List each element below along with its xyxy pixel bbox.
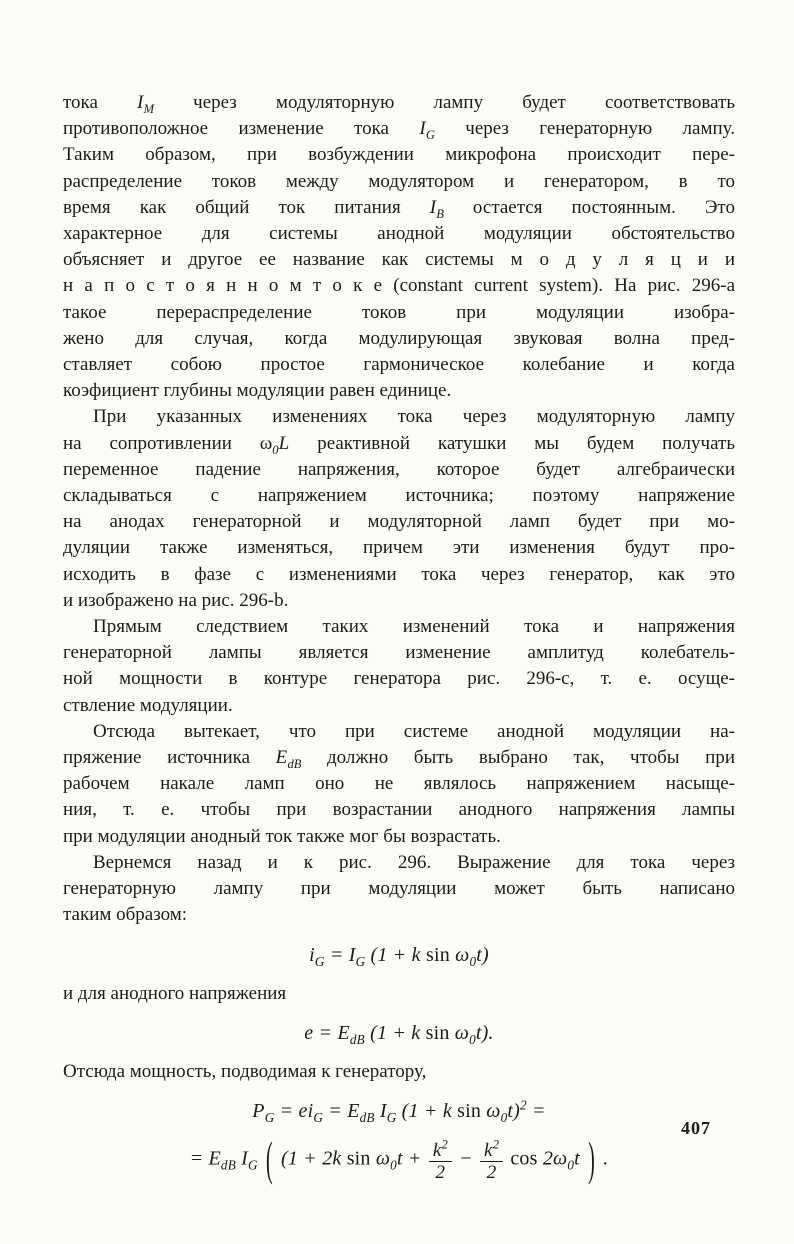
big-paren-open: ( bbox=[265, 1132, 273, 1186]
paragraph-power-amplitude bbox=[63, 614, 735, 719]
text-line: генераторную лампу при модуляции может быть написано bbox=[63, 878, 735, 900]
text-line: рабочем накале ламп оно не являлось напряжением насыще- bbox=[63, 773, 735, 795]
text-line: ния, т. е. чтобы при возрастании анодного напряжения лампы bbox=[63, 799, 735, 821]
text-line: ствление модуляции. bbox=[63, 694, 233, 716]
text-line: исходить в фазе с изменениями тока через генератор, как это bbox=[63, 563, 735, 585]
paragraph-voltage-changes bbox=[63, 404, 735, 614]
paragraph-continuation bbox=[63, 90, 735, 404]
formula-line: $e = E_{dB}$ (1 + k $\sin \omega_0t$). bbox=[304, 1021, 494, 1047]
text-line: тока $I_M$ через модуляторную лампу будет соответствовать bbox=[63, 92, 735, 116]
formula-anode-voltage bbox=[63, 1020, 735, 1046]
formula-line: $P_G = ei_G = E_{dB}$ $I_G$ (1 + k $\sin \omega_0t)^2$ = bbox=[252, 1097, 546, 1126]
text-line: распределение токов между модулятором и генератором, в то bbox=[63, 170, 735, 192]
text-line: пряжение источника $E_{dB}$ должно быть выбрано так, чтобы при bbox=[63, 747, 735, 771]
text-line: на анодах генераторной и модуляторной ламп будет при мо- bbox=[63, 511, 735, 533]
text-line: противоположное изменение тока $I_G$ через генераторную лампу. bbox=[63, 118, 736, 142]
paragraph-power-intro bbox=[63, 1059, 735, 1085]
text-line: генераторной лампы является изменение амплитуд колебатель- bbox=[63, 642, 735, 664]
text-line: на сопротивлении $\omega_0L$ реактивной катушки мы будем получать bbox=[63, 432, 735, 457]
formula-generator-power bbox=[63, 1097, 735, 1186]
text-line: ной мощности в контуре генератора рис. 296-c, т. е. осуще- bbox=[63, 668, 735, 690]
text-line: Отсюда мощность, подводимая к генератору, bbox=[63, 1061, 427, 1083]
text-line: такое перераспределение токов при модуляции изобра- bbox=[63, 301, 735, 323]
formula-line: $i_G = I_G$ (1 + k $\sin \omega_0t$) bbox=[309, 943, 489, 969]
paragraph-anode-voltage-intro bbox=[63, 981, 735, 1007]
page-number: 407 bbox=[681, 1118, 711, 1138]
fraction: $\frac{k^2}{2}$ bbox=[429, 1141, 452, 1184]
text-line: Таким образом, при возбуждении микрофона происходит пере- bbox=[63, 144, 735, 166]
text-line: коэфициент глубины модуляции равен единице. bbox=[63, 380, 452, 402]
text-line: время как общий ток питания $I_B$ остается постоянным. Это bbox=[63, 196, 735, 221]
big-paren-close: ) bbox=[588, 1132, 595, 1186]
text-line: При указанных изменениях тока через модуляторную лампу bbox=[93, 406, 735, 428]
text-line: складываться с напряжением источника; поэтому напряжение bbox=[63, 485, 735, 507]
text-line: таким образом: bbox=[63, 904, 188, 926]
paragraph-source-voltage bbox=[63, 719, 735, 850]
text-column bbox=[63, 90, 735, 1196]
text-line: объясняет и другое ее название как системы м о д у л я ц и и bbox=[63, 249, 735, 271]
text-line: и изображено на рис. 296-b. bbox=[63, 589, 289, 611]
text-line: Вернемся назад и к рис. 296. Выражение для тока через bbox=[93, 851, 735, 873]
text-line: и для анодного напряжения bbox=[63, 982, 287, 1004]
text-line: ставляет собою простое гармоническое колебание и когда bbox=[63, 354, 735, 376]
text-line: переменное падение напряжения, которое будет алгебраически bbox=[63, 458, 735, 480]
text-line: н а п о с т о я н н о м т о к е (constant current system). На рис. 296-a bbox=[63, 275, 735, 297]
formula-line: = $E_{dB}$ $I_G$ ( (1 + 2k $\sin \omega_0t$ + $\frac{k^2}{2}$ − $\frac{k^2}{2}$ $\cos 2\omega_0t$ ) . bbox=[63, 1141, 735, 1184]
fraction: $\frac{k^2}{2}$ bbox=[480, 1141, 503, 1184]
text-line: при модуляции анодный ток также мог бы возрастать. bbox=[63, 825, 501, 847]
text-line: Отсюда вытекает, что при системе анодной модуляции на- bbox=[93, 720, 735, 742]
text-line: жено для случая, когда модулирующая звуковая волна пред- bbox=[63, 327, 735, 349]
text-line: характерное для системы анодной модуляции обстоятельство bbox=[63, 223, 735, 245]
text-line: дуляции также изменяться, причем эти изменения будут про- bbox=[63, 537, 735, 559]
text-line: Прямым следствием таких изменений тока и напряжения bbox=[93, 616, 735, 638]
formula-generator-current bbox=[63, 942, 735, 968]
paragraph-return-fig296 bbox=[63, 850, 735, 929]
